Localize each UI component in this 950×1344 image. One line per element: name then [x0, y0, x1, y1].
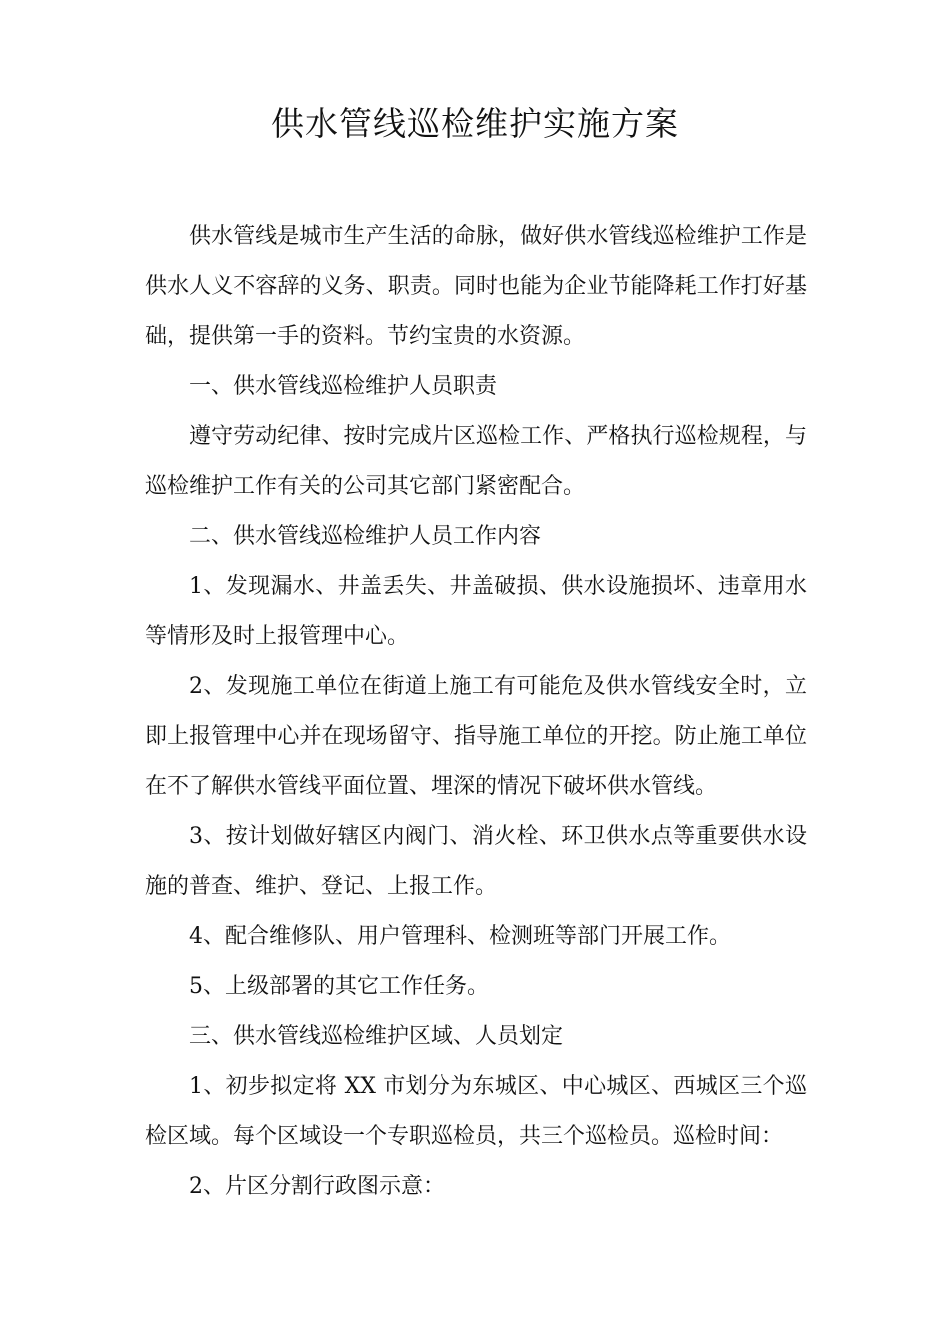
section-heading-work-content: 二、供水管线巡检维护人员工作内容	[189, 524, 542, 549]
duties-paragraph: 遵守劳动纪律、按时完成片区巡检工作、严格执行巡检规程，与巡检维护工作有关的公司其它部门紧密配合。	[145, 424, 807, 499]
intro-paragraph: 供水管线是城市生产生活的命脉，做好供水管线巡检维护工作是供水人义不容辞的义务、职责。同时也能为企业节能降耗工作打好基础，提供第一手的资料。节约宝贵的水资源。	[145, 224, 807, 349]
document-title: 供水管线巡检维护实施方案	[271, 104, 679, 143]
area-item-1: 1、初步拟定将 XX 市划分为东城区、中心城区、西城区三个巡检区域。每个区域设一个专职巡检员，共三个巡检员。巡检时间：	[145, 1074, 807, 1149]
work-item-5: 5、上级部署的其它工作任务。	[189, 974, 489, 999]
work-item-4: 4、配合维修队、用户管理科、检测班等部门开展工作。	[189, 924, 731, 949]
work-item-2: 2、发现施工单位在街道上施工有可能危及供水管线安全时，立即上报管理中心并在现场留守、指导施工单位的开挖。防止施工单位在不了解供水管线平面位置、埋深的情况下破坏供水管线。	[145, 674, 807, 799]
work-item-3: 3、按计划做好辖区内阀门、消火栓、环卫供水点等重要供水设施的普查、维护、登记、上报工作。	[145, 824, 807, 899]
document-body	[145, 212, 807, 1212]
area-item-2: 2、片区分割行政图示意：	[189, 1174, 445, 1199]
section-heading-areas: 三、供水管线巡检维护区域、人员划定	[189, 1024, 564, 1049]
work-item-1: 1、发现漏水、井盖丢失、井盖破损、供水设施损坏、违章用水等情形及时上报管理中心。	[145, 574, 807, 649]
section-heading-duties: 一、供水管线巡检维护人员职责	[189, 374, 498, 399]
